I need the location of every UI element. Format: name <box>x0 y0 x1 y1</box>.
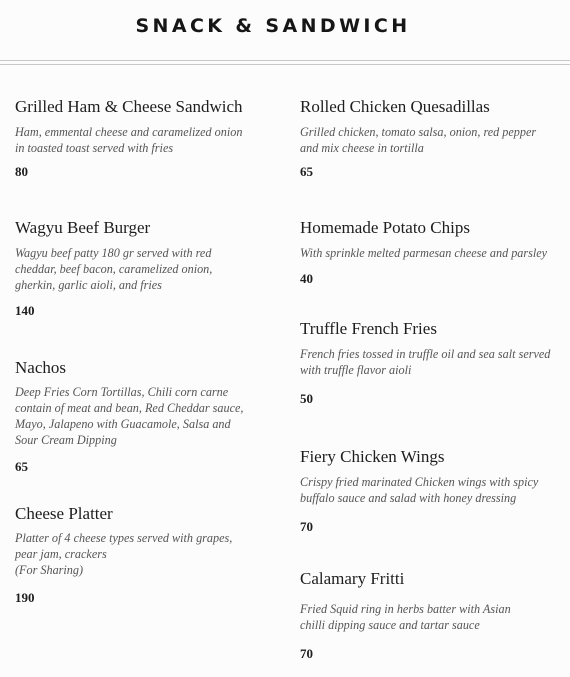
item-price: 70 <box>300 519 313 534</box>
item-price: 50 <box>300 391 313 406</box>
item-name: Grilled Ham & Cheese Sandwich <box>15 97 243 116</box>
item-name: Calamary Fritti <box>300 569 405 588</box>
item-description: With sprinkle melted parmesan cheese and parsley <box>300 246 548 260</box>
menu-item-nachos <box>15 358 243 475</box>
item-name: Homemade Potato Chips <box>300 218 470 237</box>
item-name: Wagyu Beef Burger <box>15 218 151 237</box>
item-name: Truffle French Fries <box>300 319 437 338</box>
item-price: 65 <box>300 164 313 179</box>
item-description: Wagyu beef patty 180 gr served with red cheddar, beef bacon, caramelized onion, gherkin, garlic aioli, and fries <box>15 246 213 292</box>
menu-item-calamary-fritti <box>300 569 511 662</box>
menu-item-wagyu-beef-burger <box>15 218 212 319</box>
item-price: 80 <box>15 164 28 179</box>
item-price: 40 <box>300 271 313 286</box>
header-divider <box>0 64 570 65</box>
item-name: Cheese Platter <box>15 504 113 523</box>
item-description: Platter of 4 cheese types served with grapes, pear jam, crackers (For Sharing) <box>15 531 233 577</box>
item-price: 70 <box>300 646 313 661</box>
page-title: SNACK & SANDWICH <box>135 15 411 37</box>
item-description: Crispy fried marinated Chicken wings with spicy buffalo sauce and salad with honey dressing <box>300 475 539 505</box>
item-price: 140 <box>15 303 35 318</box>
menu-item-fiery-chicken-wings <box>300 447 538 535</box>
item-description: Deep Fries Corn Tortillas, Chili corn carne contain of meat and bean, Red Cheddar sauce, Mayo, Jalapeno with Guacamole, Salsa and Sour Cream Dipping <box>15 385 244 447</box>
item-name: Rolled Chicken Quesadillas <box>300 97 490 116</box>
item-description: Fried Squid ring in herbs batter with Asian chilli dipping sauce and tartar sauce <box>300 602 511 632</box>
item-description: Grilled chicken, tomato salsa, onion, red pepper and mix cheese in tortilla <box>300 125 537 155</box>
menu-item-cheese-platter <box>15 504 232 606</box>
menu-item-grilled-ham-cheese-sandwich <box>15 97 243 180</box>
item-price: 190 <box>15 590 35 605</box>
item-name: Nachos <box>15 358 66 377</box>
item-description: French fries tossed in truffle oil and sea salt served with truffle flavor aioli <box>300 347 551 377</box>
menu-item-truffle-french-fries <box>300 319 550 407</box>
item-price: 65 <box>15 459 28 474</box>
menu-item-homemade-potato-chips <box>300 218 547 287</box>
item-description: Ham, emmental cheese and caramelized onion in toasted toast served with fries <box>15 125 243 155</box>
menu-item-rolled-chicken-quesadillas <box>300 97 536 180</box>
item-name: Fiery Chicken Wings <box>300 447 445 466</box>
header-divider <box>0 60 570 61</box>
